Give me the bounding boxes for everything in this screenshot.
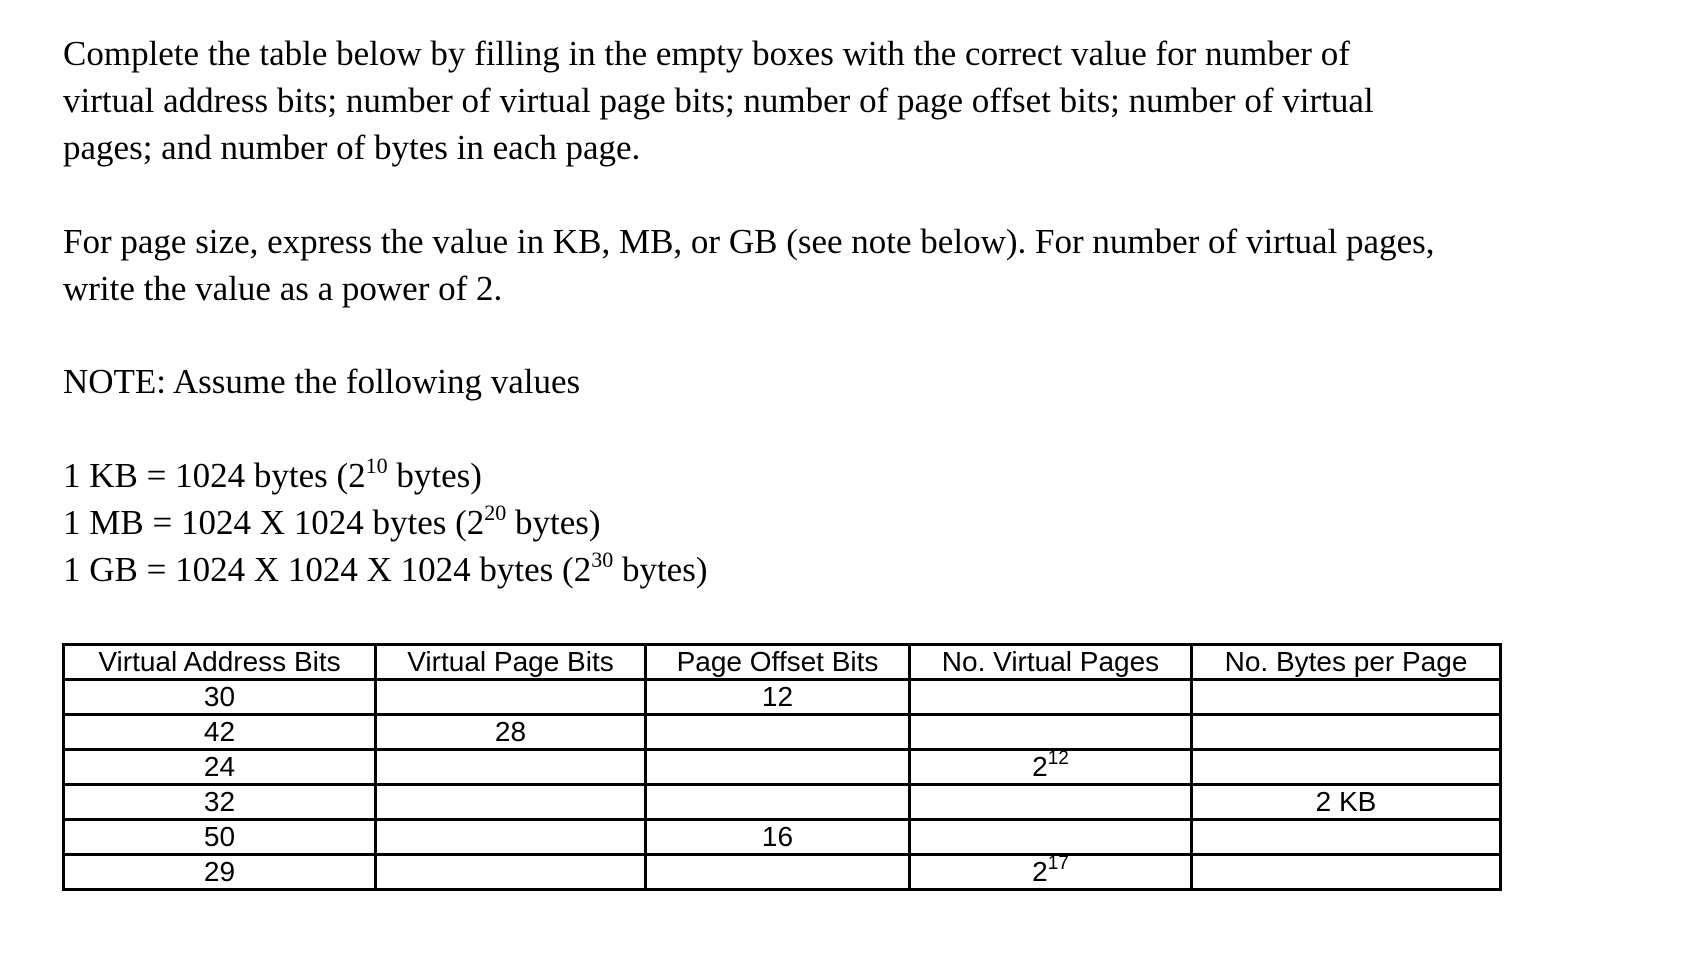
cell-virtual-pages xyxy=(910,820,1192,855)
instructions-paragraph xyxy=(63,30,1374,171)
cell-va-bits: 29 xyxy=(64,855,376,890)
cell-virtual-pages: $2^{12}$ xyxy=(910,750,1192,785)
virtual-memory-table xyxy=(62,643,1502,891)
cell-offset-bits: 12 xyxy=(646,680,910,715)
cell-virtual-pages xyxy=(910,715,1192,750)
cell-vp-bits xyxy=(376,820,646,855)
cell-offset-bits xyxy=(646,785,910,820)
cell-offset-bits xyxy=(646,855,910,890)
cell-va-bits: 30 xyxy=(64,680,376,715)
cell-bytes-per-page xyxy=(1192,715,1501,750)
header-virtual-page-bits: Virtual Page Bits xyxy=(376,645,646,680)
cell-offset-bits xyxy=(646,750,910,785)
page-size-paragraph xyxy=(63,218,1435,312)
header-page-offset-bits: Page Offset Bits xyxy=(646,645,910,680)
cell-bytes-per-page xyxy=(1192,750,1501,785)
note-heading: NOTE: Assume the following values xyxy=(63,362,581,401)
instruction-line: For page size, express the value in KB, MB, or GB (see note below). For number of virtual pages, xyxy=(63,222,1435,261)
table-row xyxy=(64,715,1501,750)
cell-vp-bits xyxy=(376,680,646,715)
table-header-row xyxy=(64,645,1501,680)
cell-va-bits: 24 xyxy=(64,750,376,785)
instruction-line: Complete the table below by filling in the empty boxes with the correct value for number of xyxy=(63,34,1350,73)
table-row xyxy=(64,855,1501,890)
conversion-kb: 1 KB = 1024 bytes ($2^{10}$ bytes) xyxy=(63,453,482,495)
cell-virtual-pages xyxy=(910,680,1192,715)
cell-vp-bits xyxy=(376,855,646,890)
cell-virtual-pages xyxy=(910,785,1192,820)
cell-vp-bits xyxy=(376,750,646,785)
header-no-bytes-per-page: No. Bytes per Page xyxy=(1192,645,1501,680)
instruction-line: write the value as a power of 2. xyxy=(63,269,503,308)
cell-offset-bits xyxy=(646,715,910,750)
table-row xyxy=(64,750,1501,785)
table-row xyxy=(64,680,1501,715)
instruction-line: pages; and number of bytes in each page. xyxy=(63,128,641,167)
conversion-mb: 1 MB = 1024 X 1024 bytes ($2^{20}$ bytes) xyxy=(63,500,601,542)
header-virtual-address-bits: Virtual Address Bits xyxy=(64,645,376,680)
cell-va-bits: 50 xyxy=(64,820,376,855)
instruction-line: virtual address bits; number of virtual page bits; number of page offset bits; number of virtual xyxy=(63,81,1374,120)
conversion-gb: 1 GB = 1024 X 1024 X 1024 bytes ($2^{30}$ bytes) xyxy=(63,547,708,589)
cell-vp-bits xyxy=(376,785,646,820)
conversion-list xyxy=(63,452,708,593)
table-row xyxy=(64,820,1501,855)
cell-vp-bits: 28 xyxy=(376,715,646,750)
cell-va-bits: 32 xyxy=(64,785,376,820)
cell-offset-bits: 16 xyxy=(646,820,910,855)
cell-bytes-per-page xyxy=(1192,855,1501,890)
cell-bytes-per-page xyxy=(1192,680,1501,715)
header-no-virtual-pages: No. Virtual Pages xyxy=(910,645,1192,680)
cell-virtual-pages: $2^{17}$ xyxy=(910,855,1192,890)
table-row xyxy=(64,785,1501,820)
cell-bytes-per-page: 2 KB xyxy=(1192,785,1501,820)
cell-va-bits: 42 xyxy=(64,715,376,750)
cell-bytes-per-page xyxy=(1192,820,1501,855)
